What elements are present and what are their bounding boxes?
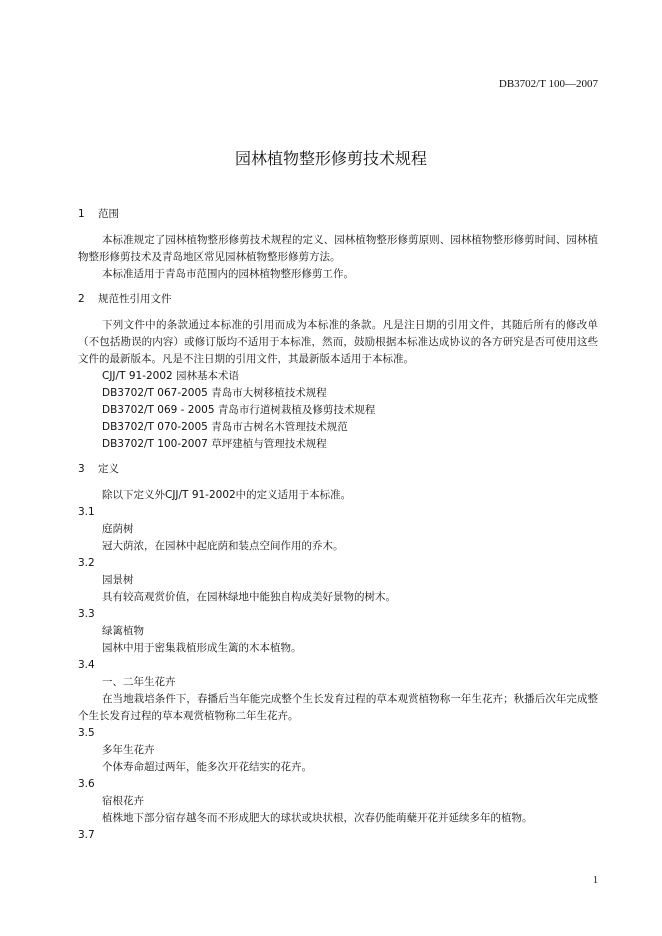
defined-term: 多年生花卉	[102, 744, 155, 756]
reference-item: CJJ/T 91-2002 园林基本术语	[102, 370, 240, 382]
clause-number: 3.7	[78, 829, 95, 841]
reference-item: DB3702/T 070-2005 青岛市古树名木管理技术规范	[102, 421, 348, 433]
defined-term: 园景树	[102, 574, 134, 586]
section-number: 1	[78, 208, 85, 220]
clause-number: 3.5	[78, 727, 95, 739]
definition-text: 个体寿命超过两年，能多次开花结实的花卉。	[102, 761, 312, 773]
clause-number: 3.3	[78, 608, 95, 620]
section-number: 2	[78, 293, 85, 305]
reference-item: DB3702/T 069 - 2005 青岛市行道树栽植及修剪技术规程	[102, 404, 376, 416]
section-title: 定义	[98, 463, 119, 475]
definition-text: 冠大荫浓，在园林中起庇荫和装点空间作用的乔木。	[102, 540, 344, 552]
paragraph: 除以下定义外CJJ/T 91-2002中的定义适用于本标准。	[102, 489, 352, 501]
section-heading-normative-references	[78, 291, 598, 308]
definition-text: 在当地栽培条件下，春播后当年能完成整个生长发育过程的草本观赏植物称一年生花卉；秋播后次年完成整个生长发育过程的草本观赏植物称二年生花卉。	[78, 693, 598, 722]
defined-term: 宿根花卉	[102, 795, 144, 807]
reference-item: DB3702/T 067-2005 青岛市大树移植技术规程	[102, 387, 327, 399]
section-title: 规范性引用文件	[98, 293, 172, 305]
definition-text: 园林中用于密集栽植形成生篱的木本植物。	[102, 642, 302, 654]
paragraph: 本标准适用于青岛市范围内的园林植物整形修剪工作。	[102, 268, 354, 280]
defined-term: 一、二年生花卉	[102, 676, 176, 688]
reference-item: DB3702/T 100-2007 草坪建植与管理技术规程	[102, 438, 327, 450]
clause-number: 3.6	[78, 778, 95, 790]
clause-number: 3.1	[78, 506, 95, 518]
definition-text: 植株地下部分宿存越冬而不形成肥大的球状或块状根，次春仍能萌蘖开花并延续多年的植物。	[102, 812, 533, 824]
clause-number: 3.2	[78, 557, 95, 569]
section-heading-scope	[78, 206, 598, 223]
section-heading-definitions	[78, 461, 598, 478]
definition-text: 具有较高观赏价值，在园林绿地中能独自构成美好景物的树木。	[102, 591, 396, 603]
section-number: 3	[78, 463, 85, 475]
paragraph: 下列文件中的条款通过本标准的引用而成为本标准的条款。凡是注日期的引用文件，其随后所有的修改单（不包括勘误的内容）或修订版均不适用于本标准，然而，鼓励根据本标准达成协议的各方研究是否可使用这些文件的最新版本。凡是不注日期的引用文件，其最新版本适用于本标准。	[78, 319, 598, 365]
clause-number: 3.4	[78, 659, 95, 671]
document-title: 园林植物整形修剪技术规程	[234, 149, 427, 168]
section-title: 范围	[98, 208, 119, 220]
paragraph: 本标准规定了园林植物整形修剪技术规程的定义、园林植物整形修剪原则、园林植物整形修剪时间、园林植物整形修剪技术及青岛地区常见园林植物整形修剪方法。	[78, 234, 598, 263]
page-number: 1	[593, 875, 598, 886]
defined-term: 绿篱植物	[102, 625, 144, 637]
document-body	[78, 206, 598, 844]
defined-term: 庭荫树	[102, 523, 134, 535]
standard-code: DB3702/T 100—2007	[498, 78, 598, 90]
